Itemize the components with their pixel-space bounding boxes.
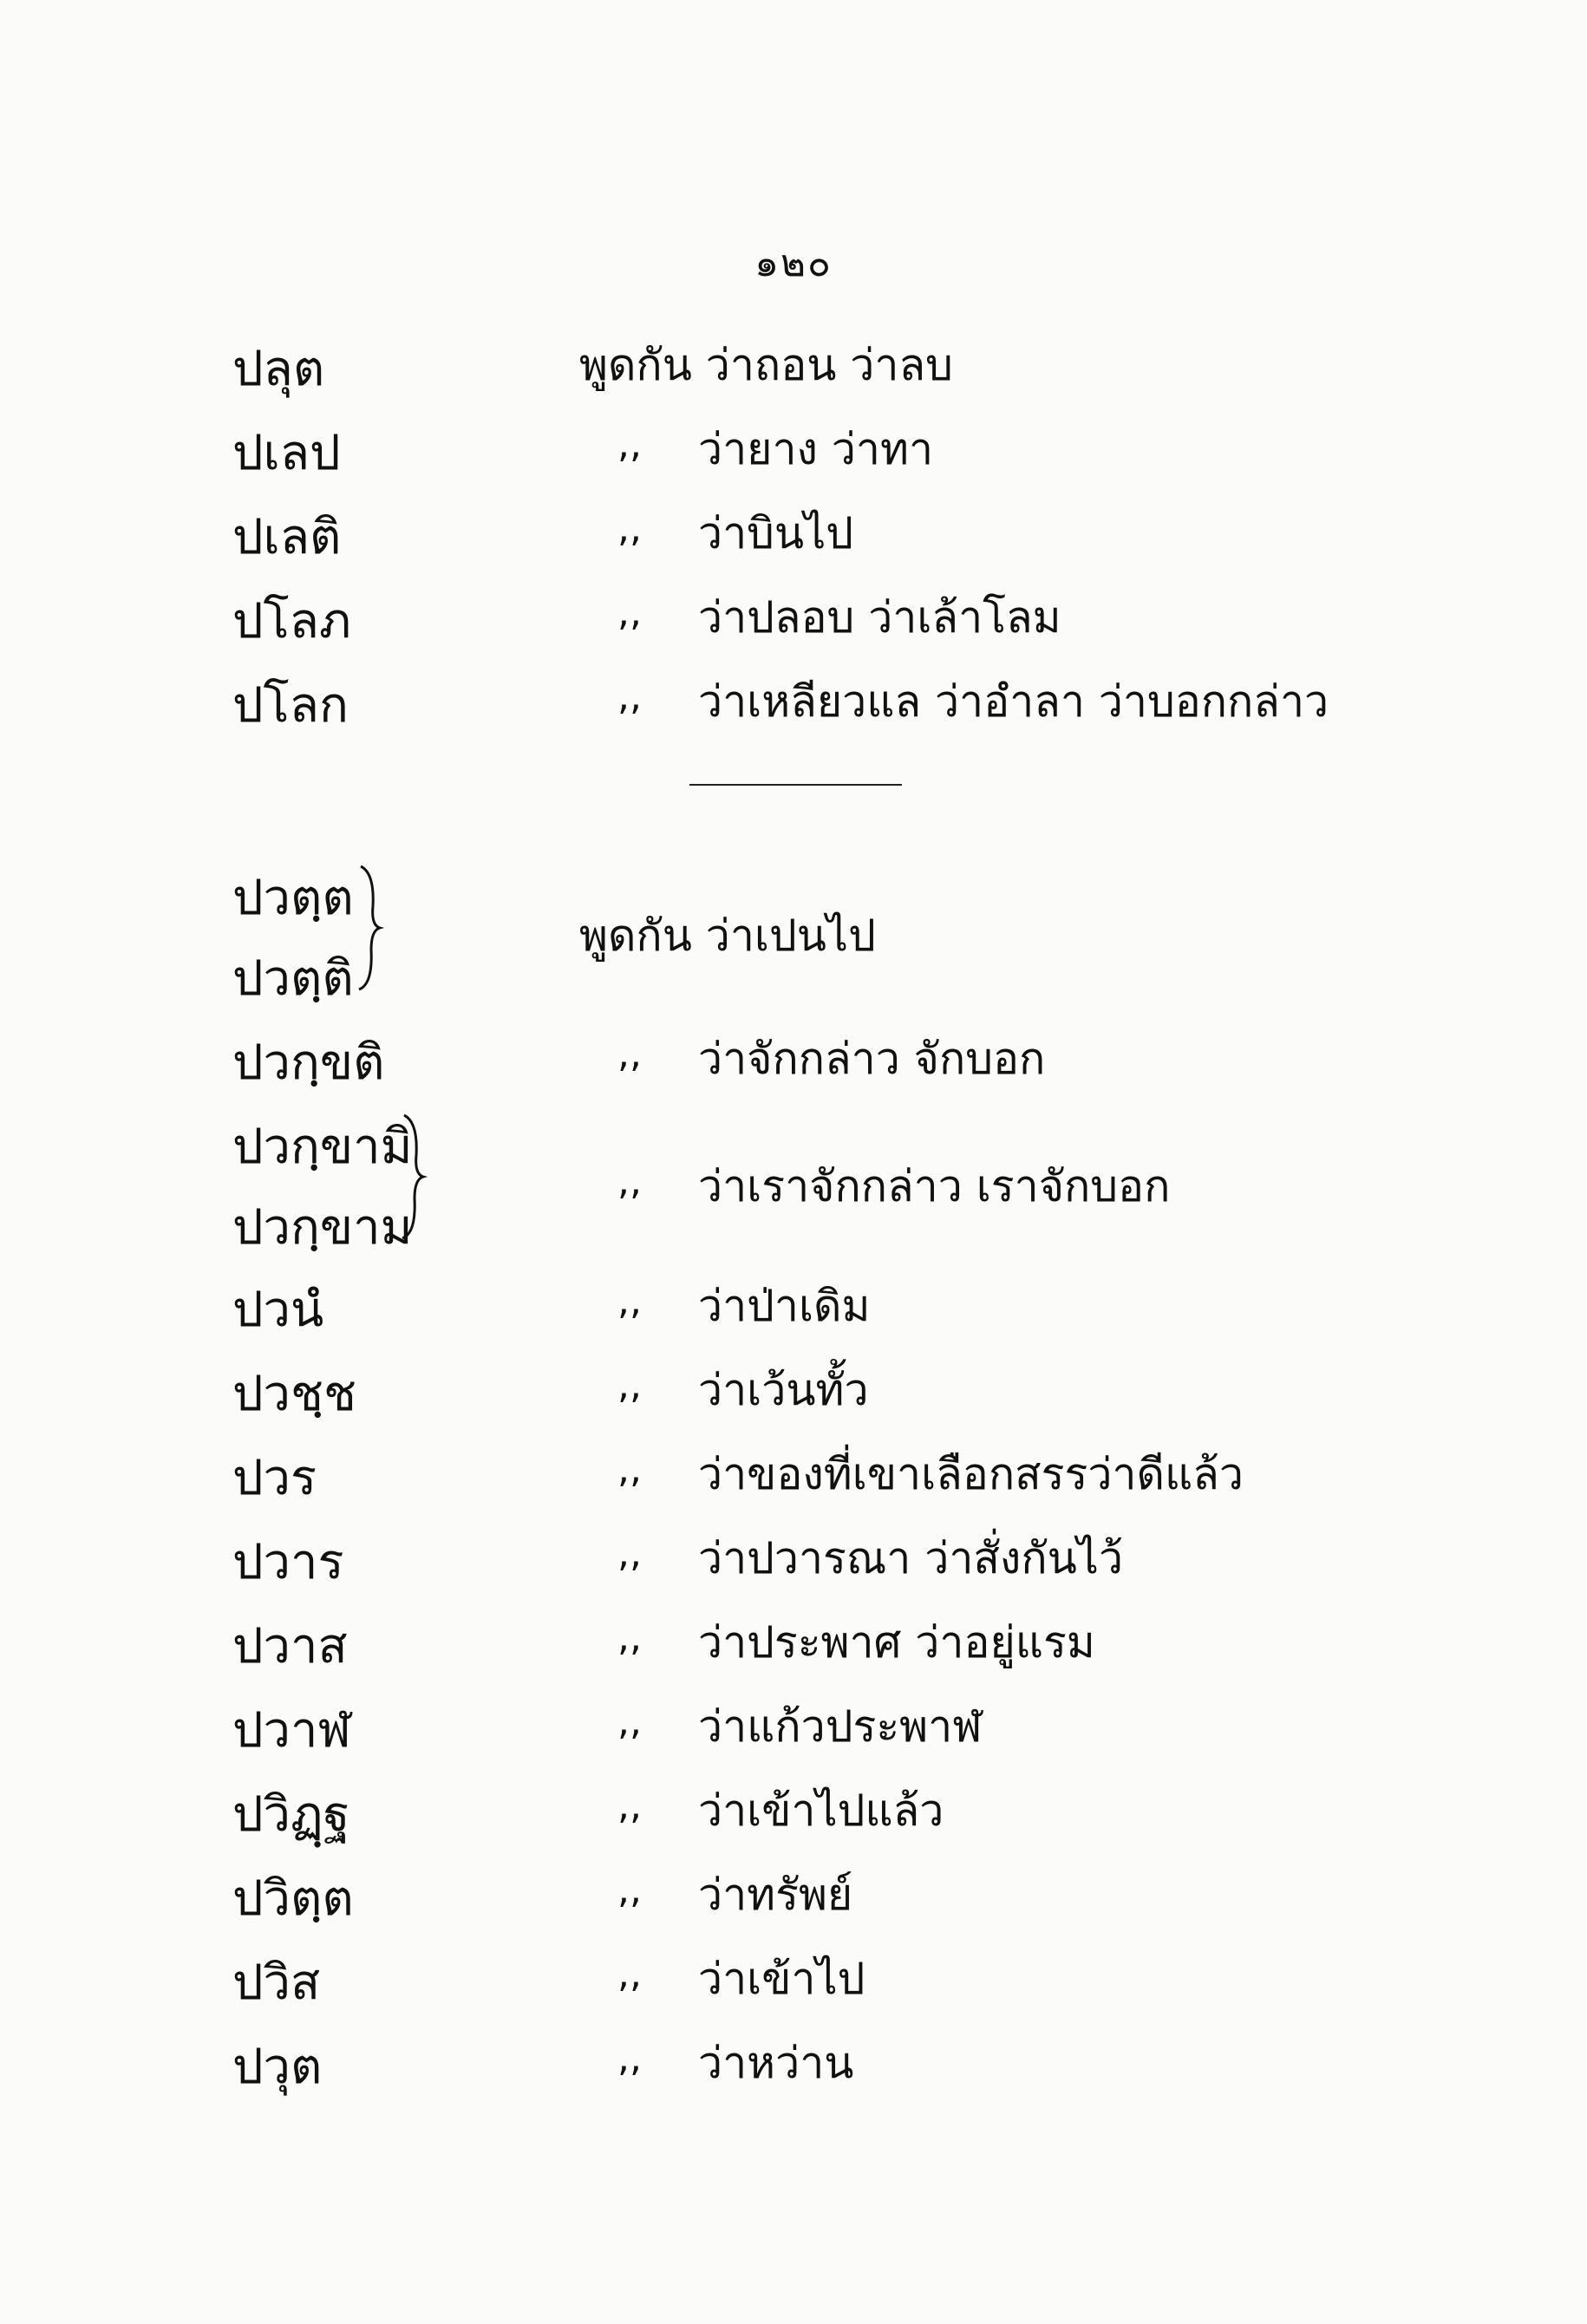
- definition: ว่าจักกล่าว จักบอก: [698, 1034, 1046, 1084]
- headword: ปวกฺขาม: [232, 1199, 413, 1256]
- entry-row: [0, 900, 1587, 987]
- headword: ปวกฺขามิ: [232, 1119, 413, 1175]
- headword: ปวกฺขติ: [232, 1035, 385, 1091]
- headword: ปวร: [232, 1450, 317, 1506]
- definition: ว่ายาง ว่าทา: [698, 424, 934, 474]
- definition: ว่าหว่าน: [698, 2038, 854, 2088]
- headword: ปวาส: [232, 1618, 348, 1674]
- entry-row: [0, 330, 1587, 416]
- ditto-mark: ,,: [617, 675, 642, 719]
- entry-row: [0, 498, 1587, 584]
- headword: ปเลป: [232, 425, 341, 481]
- entry-row: [0, 1439, 1587, 1525]
- entry-row: [0, 582, 1587, 669]
- headword: ปวิตฺต: [232, 1870, 354, 1927]
- entry-row: [0, 1943, 1587, 2030]
- entry-row: [0, 1859, 1587, 1946]
- ditto-mark: ,,: [617, 1616, 642, 1660]
- definition: พูดกัน ว่าถอน ว่าลบ: [579, 340, 953, 390]
- ditto-mark: ,,: [617, 1447, 642, 1492]
- ditto-mark: ,,: [617, 422, 642, 467]
- ditto-mark: ,,: [617, 1363, 642, 1407]
- headword: ปวตฺติ: [232, 950, 354, 1007]
- headword: ปโลภ: [232, 593, 351, 650]
- ditto-mark: ,,: [617, 1531, 642, 1576]
- headword: ปวิฏฺฐ: [232, 1786, 350, 1843]
- entry-row: [0, 1023, 1587, 1110]
- definition: ว่าเว้นทั้ว: [698, 1365, 869, 1415]
- ditto-mark: ,,: [617, 1952, 642, 1996]
- entry-row: [0, 1691, 1587, 1778]
- definition: ว่าบินไป: [698, 508, 853, 558]
- ditto-mark: ,,: [617, 1279, 642, 1323]
- headword: ปวตฺต: [232, 870, 354, 926]
- definition: ว่าแก้วประพาฬ: [698, 1701, 983, 1752]
- entry-row: [0, 1270, 1587, 1357]
- entry-row: [0, 1151, 1587, 1237]
- ditto-mark: ,,: [617, 1159, 642, 1204]
- ditto-mark: ,,: [617, 591, 642, 635]
- headword: ปลุต: [232, 341, 325, 397]
- definition: ว่าของที่เขาเลือกสรรว่าดีแล้ว: [698, 1449, 1244, 1499]
- entry-row: [0, 1775, 1587, 1862]
- entry-row: [0, 1523, 1587, 1609]
- page-number: ๑๒๐: [754, 241, 833, 285]
- headword: ปวชฺช: [232, 1366, 357, 1422]
- entry-row: [0, 414, 1587, 500]
- headword: ปวุต: [232, 2039, 323, 2095]
- headword: ปวิส: [232, 1955, 321, 2011]
- headword: ปวนํ: [232, 1282, 324, 1338]
- definition: ว่าป่าเดิม: [698, 1281, 871, 1331]
- ditto-mark: ,,: [617, 1032, 642, 1076]
- headword: ปวาฬ: [232, 1702, 351, 1759]
- ditto-mark: ,,: [617, 1700, 642, 1744]
- headword: ปเลติ: [232, 509, 342, 565]
- definition: ว่าปลอบ ว่าเล้าโลม: [698, 592, 1061, 643]
- headword: ปโลก: [232, 677, 349, 734]
- definition: ว่าเข้าไป: [698, 1954, 865, 2004]
- ditto-mark: ,,: [617, 506, 642, 551]
- definition: ว่าทรัพย์: [698, 1870, 853, 1920]
- definition: ว่าเข้าไปแล้ว: [698, 1785, 944, 1836]
- entry-row: [0, 1355, 1587, 1441]
- entry-row: [0, 666, 1587, 753]
- definition: ว่าเราจักกล่าว เราจักบอก: [698, 1161, 1171, 1211]
- section-divider: [689, 784, 902, 786]
- definition: ว่าปวารณา ว่าสั่งกันไว้: [698, 1533, 1124, 1583]
- entry-row: [0, 1607, 1587, 1694]
- ditto-mark: ,,: [617, 1784, 642, 1828]
- definition: ว่าประพาศ ว่าอยู่แรม: [698, 1617, 1095, 1668]
- ditto-mark: ,,: [617, 2036, 642, 2080]
- definition: ว่าเหลียวแล ว่าอำลา ว่าบอกกล่าว: [698, 676, 1329, 727]
- definition: พูดกัน ว่าเปนไป: [579, 911, 876, 961]
- entry-row: [0, 2027, 1587, 2114]
- headword: ปวาร: [232, 1534, 344, 1590]
- ditto-mark: ,,: [617, 1868, 642, 1912]
